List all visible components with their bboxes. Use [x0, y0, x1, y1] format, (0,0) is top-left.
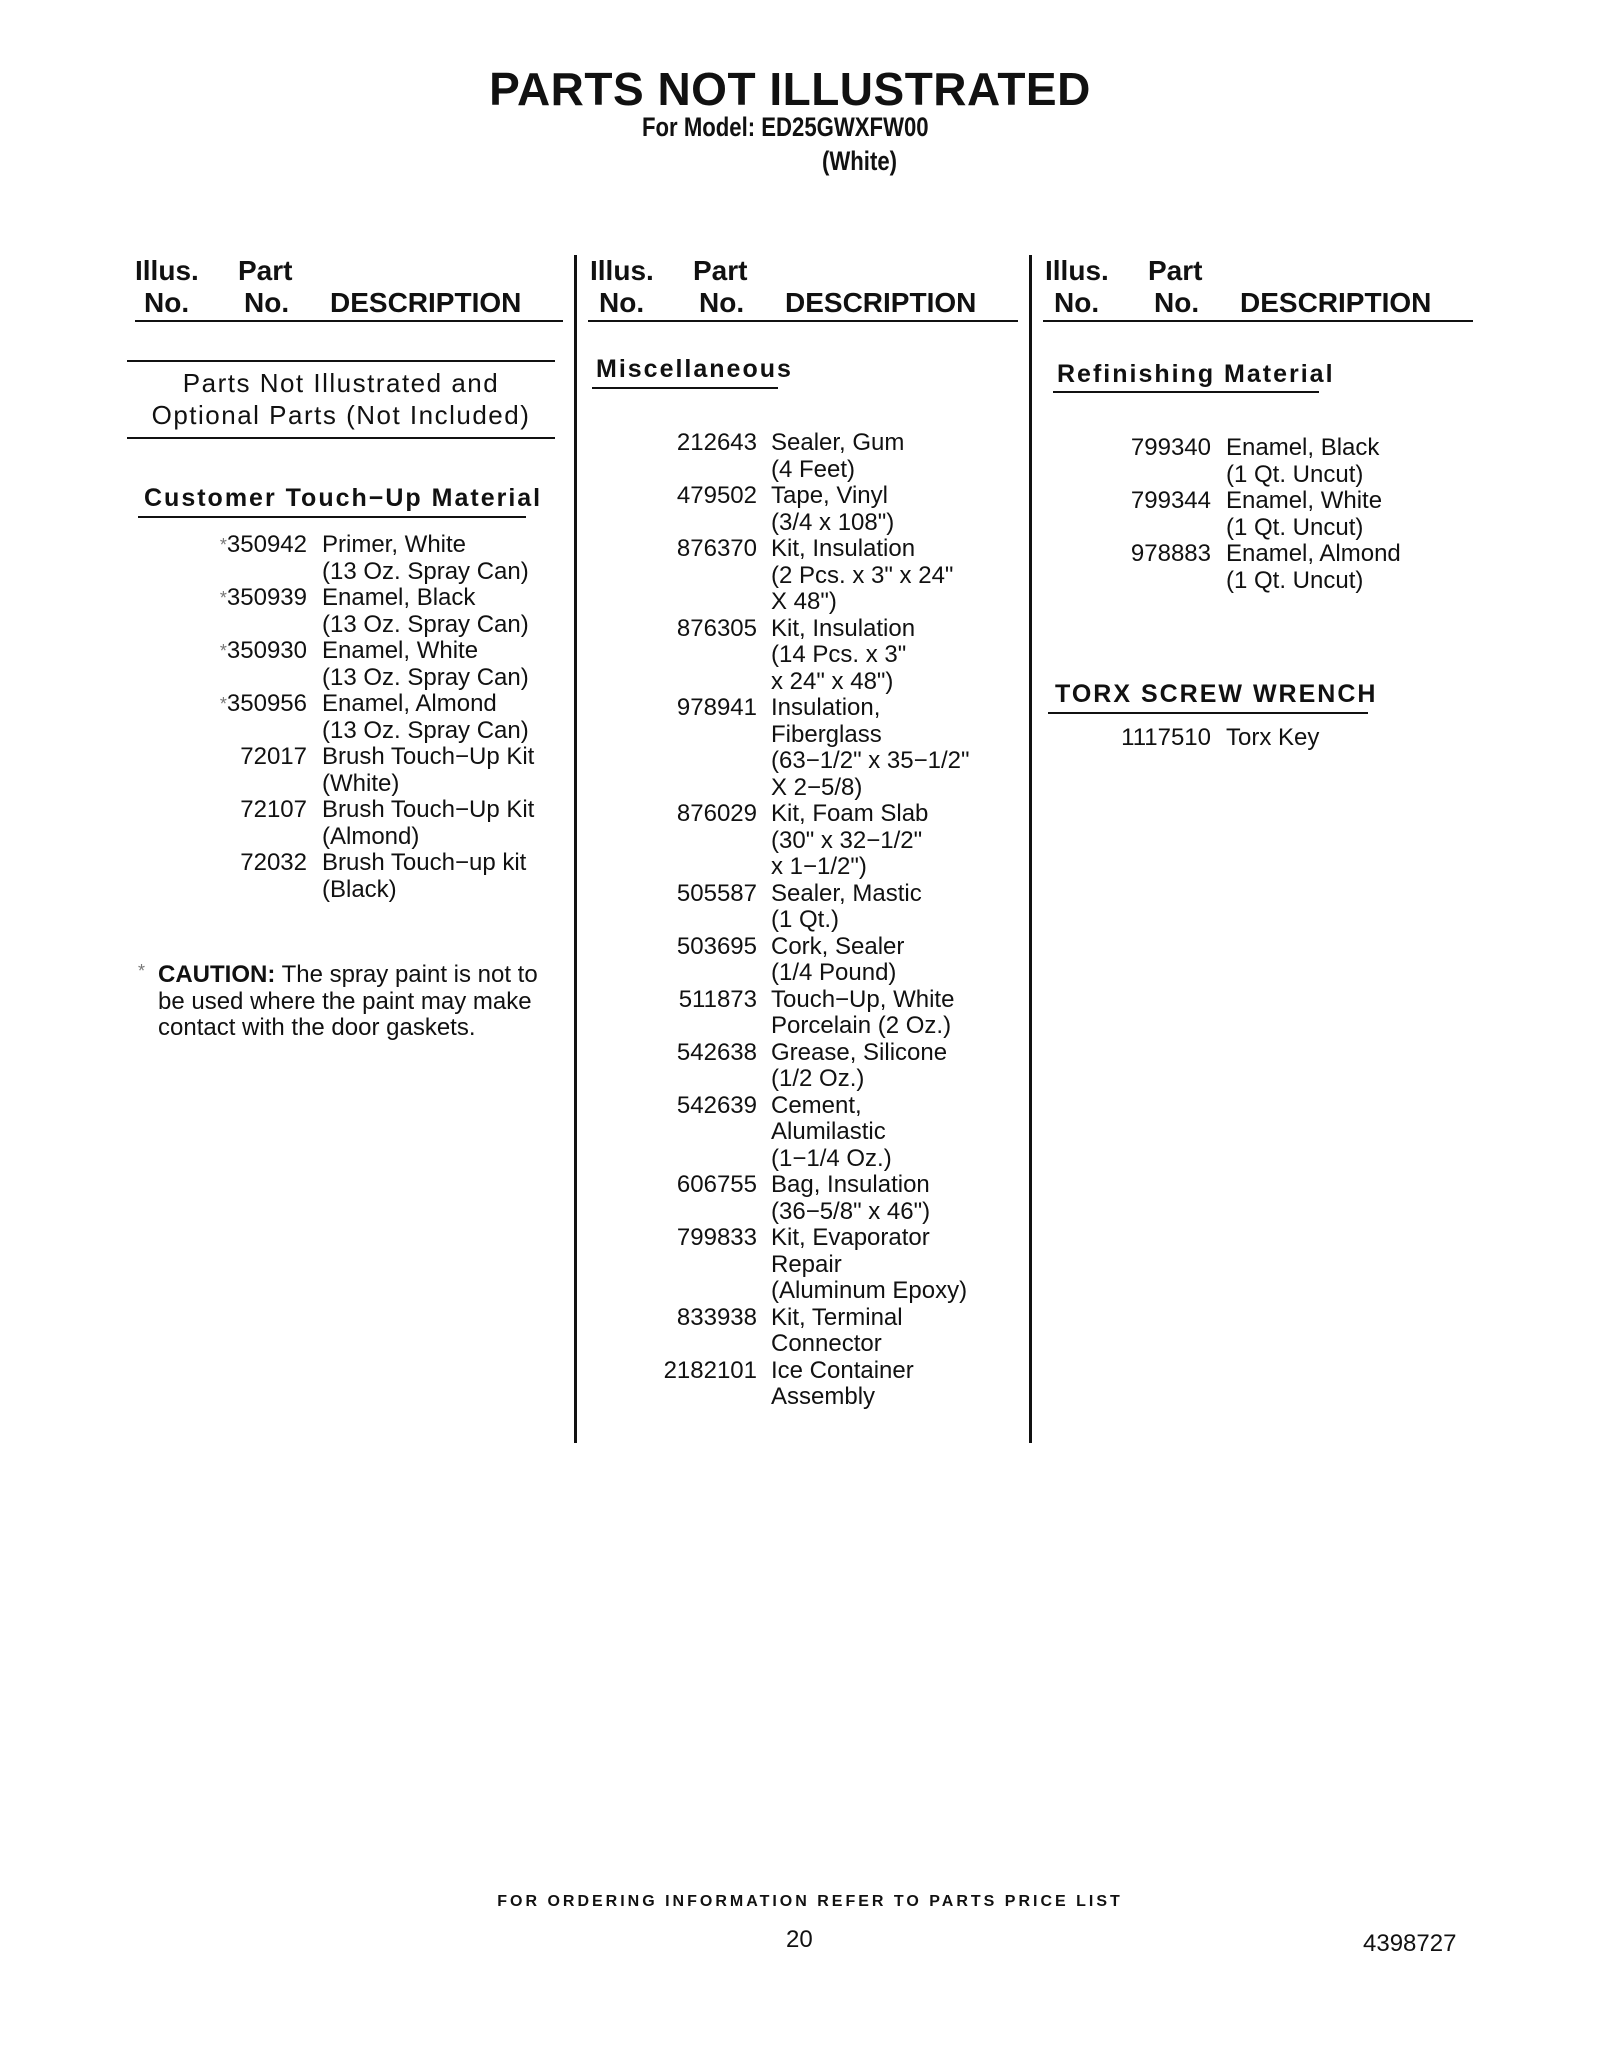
part-description: Enamel, Black (1 Qt. Uncut)	[1226, 434, 1380, 488]
part-number	[107, 850, 307, 877]
col2-description-header: DESCRIPTION	[785, 287, 977, 318]
part-description: Sealer, Gum (4 Feet)	[771, 429, 905, 483]
col1-section-rule	[138, 516, 526, 518]
part-number-text: 978883	[1130, 540, 1211, 567]
part-description: Bag, Insulation (36−5/8" x 46")	[771, 1171, 931, 1225]
col3-section2-heading: TORX SCREW WRENCH	[1055, 680, 1378, 708]
part-description: Enamel, White (13 Oz. Spray Can)	[322, 637, 529, 691]
part-description: Touch−Up, White Porcelain (2 Oz.)	[771, 985, 955, 1039]
part-number-text: 2182101	[663, 1356, 757, 1384]
part-description: Cement, Alumilastic (1−1/4 Oz.)	[771, 1091, 892, 1172]
part-number	[557, 1225, 757, 1252]
col1-box-bottom-rule	[127, 437, 555, 439]
part-number	[107, 797, 307, 824]
part-number-text: 72032	[240, 849, 307, 876]
part-number	[557, 881, 757, 908]
col2-part-header: Part	[693, 255, 748, 286]
part-number-text: 799340	[1130, 434, 1211, 461]
part-number	[557, 616, 757, 643]
part-description: Brush Touch−Up Kit (White)	[322, 743, 535, 797]
part-description: Ice Container Assembly	[771, 1356, 914, 1410]
part-number-text: 350939	[226, 584, 307, 611]
col1-illus-no-header: No.	[144, 287, 190, 318]
part-number	[1011, 725, 1211, 752]
part-number	[557, 483, 757, 510]
part-number-text: 833938	[676, 1303, 757, 1331]
part-number	[557, 1305, 757, 1332]
document-number: 4398727	[1363, 1930, 1457, 1957]
part-number	[1011, 435, 1211, 462]
part-description: Kit, Insulation (2 Pcs. x 3" x 24" X 48")	[771, 535, 954, 615]
part-description: Primer, White (13 Oz. Spray Can)	[322, 531, 529, 585]
part-number-text: 799344	[1130, 487, 1211, 514]
col3-description-header: DESCRIPTION	[1240, 287, 1432, 318]
part-number	[557, 430, 757, 457]
part-number	[557, 1040, 757, 1067]
part-number-text: 212643	[676, 429, 757, 456]
part-number-text: 350956	[226, 690, 307, 717]
part-number	[107, 691, 307, 718]
part-number	[557, 1358, 757, 1385]
part-description: Kit, Foam Slab (30" x 32−1/2" x 1−1/2")	[771, 800, 929, 880]
part-number-text: 1117510	[1121, 724, 1211, 751]
col3-section-heading: Refinishing Material	[1057, 360, 1335, 388]
model-line: For Model: ED25GWXFW00	[642, 112, 929, 142]
part-number-text: 876029	[676, 800, 757, 827]
part-description: Enamel, White (1 Qt. Uncut)	[1226, 487, 1383, 541]
part-description: Cork, Sealer (1/4 Pound)	[771, 932, 905, 986]
col3-section-rule	[1053, 391, 1319, 393]
part-description: Enamel, Almond (13 Oz. Spray Can)	[322, 690, 529, 744]
part-number-text: 479502	[676, 482, 757, 509]
part-number-text: 350942	[226, 531, 307, 558]
part-description: Tape, Vinyl (3/4 x 108")	[771, 482, 895, 536]
asterisk-marker: *	[219, 588, 227, 608]
col1-header-rule	[135, 320, 563, 322]
column-divider-2	[1029, 255, 1032, 1443]
part-number	[107, 744, 307, 771]
part-number	[557, 695, 757, 722]
col3-part-header: Part	[1148, 255, 1203, 286]
part-description: Sealer, Mastic (1 Qt.)	[771, 879, 922, 933]
part-description: Torx Key	[1226, 724, 1320, 751]
part-number-text: 978941	[676, 694, 757, 721]
asterisk-marker: *	[219, 694, 227, 714]
part-number	[557, 1093, 757, 1120]
page-number: 20	[786, 1926, 813, 1953]
part-description: Kit, Insulation (14 Pcs. x 3" x 24" x 48")	[771, 614, 916, 695]
asterisk-marker: *	[219, 641, 227, 661]
page-title: PARTS NOT ILLUSTRATED	[489, 63, 1091, 115]
col2-part-no-header: No.	[699, 287, 745, 318]
part-number-text: 542639	[676, 1091, 757, 1119]
part-number	[557, 801, 757, 828]
part-number-text: 72107	[240, 796, 307, 823]
col1-box-line2: Optional Parts (Not Included)	[151, 400, 531, 430]
col1-box-top-rule	[127, 360, 555, 362]
col2-illus-header: Illus.	[590, 255, 654, 286]
col2-illus-no-header: No.	[599, 287, 645, 318]
part-number	[557, 934, 757, 961]
part-description: Grease, Silicone (1/2 Oz.)	[771, 1038, 948, 1092]
caution-text: The spray paint is not to be used where the paint may make contact with the door gaskets.	[158, 961, 538, 1041]
caution-asterisk: *	[138, 961, 146, 981]
col3-illus-header: Illus.	[1045, 255, 1109, 286]
ordering-footer: FOR ORDERING INFORMATION REFER TO PARTS PRICE LIST	[497, 1893, 1123, 1910]
col3-section2-rule	[1048, 712, 1368, 714]
part-description: Insulation, Fiberglass (63−1/2" x 35−1/2" X 2−5/8)	[771, 694, 970, 801]
part-number-text: 542638	[676, 1038, 757, 1066]
part-description: Brush Touch−up kit (Black)	[322, 849, 527, 903]
part-number	[1011, 488, 1211, 515]
part-number-text: 606755	[676, 1171, 757, 1198]
part-description: Enamel, Almond (1 Qt. Uncut)	[1226, 540, 1401, 594]
part-number-text: 72017	[240, 743, 307, 770]
col1-box-line1: Parts Not Illustrated and	[182, 368, 500, 398]
col2-section-rule	[592, 387, 778, 389]
caution-note	[138, 961, 558, 1042]
part-number-text: 876370	[676, 535, 757, 562]
part-number-text: 511873	[678, 985, 757, 1013]
part-number	[1011, 541, 1211, 568]
caution-label: CAUTION:	[158, 961, 276, 988]
part-number	[107, 532, 307, 559]
col3-part-no-header: No.	[1154, 287, 1200, 318]
part-description: Enamel, Black (13 Oz. Spray Can)	[322, 584, 529, 638]
col3-illus-no-header: No.	[1054, 287, 1100, 318]
part-description: Brush Touch−Up Kit (Almond)	[322, 796, 535, 850]
part-number-text: 503695	[676, 932, 757, 960]
col2-header-rule	[588, 320, 1018, 322]
color-line: (White)	[822, 146, 898, 176]
part-number	[557, 987, 757, 1014]
part-description: Kit, Evaporator Repair (Aluminum Epoxy)	[771, 1224, 968, 1304]
part-description: Kit, Terminal Connector	[771, 1303, 903, 1357]
col1-part-no-header: No.	[244, 287, 290, 318]
part-number	[557, 536, 757, 563]
col2-section-heading: Miscellaneous	[596, 355, 793, 383]
col1-illus-header: Illus.	[135, 255, 199, 286]
part-number-text: 505587	[676, 879, 757, 907]
col1-part-header: Part	[238, 255, 293, 286]
asterisk-marker: *	[219, 535, 227, 555]
col1-description-header: DESCRIPTION	[330, 287, 522, 318]
part-number-text: 799833	[676, 1224, 757, 1251]
part-number	[107, 638, 307, 665]
part-number-text: 876305	[676, 614, 757, 642]
col3-header-rule	[1043, 320, 1473, 322]
part-number	[557, 1172, 757, 1199]
part-number	[107, 585, 307, 612]
col1-section-heading: Customer Touch−Up Material	[144, 484, 543, 512]
part-number-text: 350930	[226, 637, 307, 664]
